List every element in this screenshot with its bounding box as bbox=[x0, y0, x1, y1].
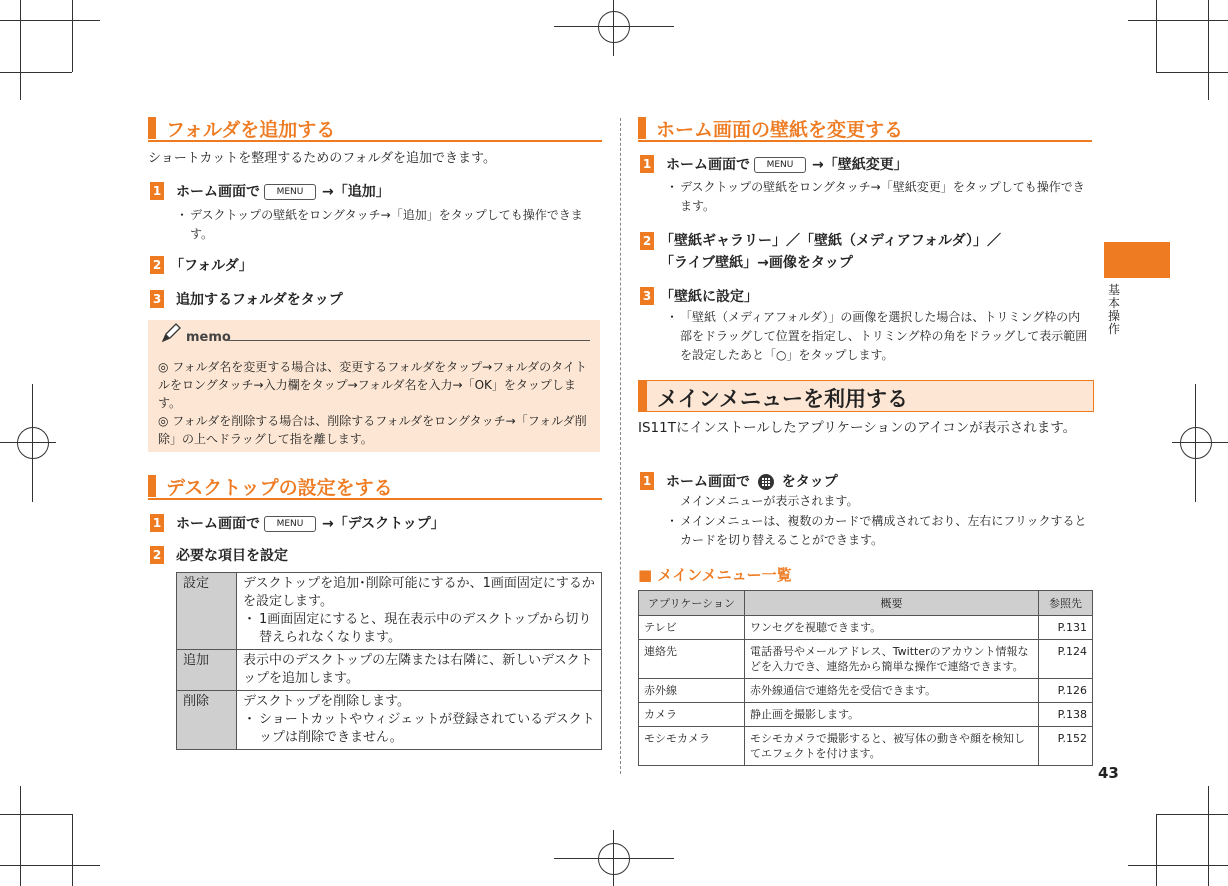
step-number: 2 bbox=[640, 232, 654, 250]
section-heading-wallpaper: ホーム画面の壁紙を変更する bbox=[638, 116, 1092, 142]
step-text: 「壁紙ギャラリー」／「壁紙（メディアフォルダ）」／ bbox=[660, 233, 1002, 249]
table-row bbox=[639, 679, 1093, 703]
section-intro: ショートカットを整理するためのフォルダを追加できます。 bbox=[148, 151, 497, 166]
table-row: 削除 デスクトップを削除します。 ・ ショートカットやウィジェットが登録されているデスクトップは削除できません。 bbox=[177, 691, 602, 750]
step-number: 2 bbox=[150, 256, 164, 274]
step-text: 「フォルダ」 bbox=[170, 258, 253, 274]
table-row bbox=[639, 640, 1093, 679]
step-number: 3 bbox=[640, 287, 654, 305]
app-ref: P.131 bbox=[1039, 616, 1093, 640]
step-note: ・ デスクトップの壁紙をロングタッチ→「追加」をタップしても操作できます。 bbox=[176, 208, 583, 241]
menu-key-icon: MENU bbox=[264, 184, 316, 200]
main-menu-table bbox=[638, 590, 1093, 766]
step-note: ・ 「壁紙（メディアフォルダ）」の画像を選択した場合は、トリミング枠の内部をドラッグして位置を指定し、トリミング枠の角をドラッグして表示範囲を設定したあと「○」をタップします。 bbox=[666, 310, 1088, 362]
table-row bbox=[639, 703, 1093, 727]
step-number: 1 bbox=[150, 182, 164, 200]
table-row: 設定 デスクトップを追加･削除可能にするか、1画面固定にするかを設定します。 ・ 1画面固定にすると、現在表示中のデスクトップから切り替えられなくなります。 bbox=[177, 573, 602, 650]
step-text: ホーム画面で をタップ bbox=[666, 474, 838, 490]
app-grid-icon bbox=[758, 474, 774, 490]
app-desc: 赤外線通信で連絡先を受信できます。 bbox=[745, 679, 1039, 703]
memo-label: memo bbox=[186, 330, 231, 345]
column-header: アプリケーション bbox=[639, 591, 745, 616]
table-note: 1画面固定にすると、現在表示中のデスクトップから切り替えられなくなります。 bbox=[259, 612, 592, 645]
app-desc: 静止画を撮影します。 bbox=[745, 703, 1039, 727]
step-note: ・ デスクトップの壁紙をロングタッチ→「壁紙変更」をタップしても操作できます。 bbox=[666, 180, 1085, 213]
step-text: ホーム画面で MENU →「追加」 bbox=[176, 184, 390, 200]
table-header-row bbox=[639, 591, 1093, 616]
step-desc: メインメニューが表示されます。 bbox=[680, 494, 859, 508]
app-name: テレビ bbox=[639, 616, 745, 640]
step-number: 1 bbox=[150, 514, 164, 532]
step-text: ホーム画面で MENU →「壁紙変更」 bbox=[666, 157, 908, 173]
section-intro: IS11Tにインストールしたアプリケーションのアイコンが表示されます。 bbox=[638, 420, 1077, 436]
memo-item: ◎ フォルダを削除する場合は、削除するフォルダをロングタッチ→「フォルダ削除」の上へドラッグして指を離します。 bbox=[158, 414, 587, 446]
app-desc: モシモカメラで撮影すると、被写体の動きや顔を検知してエフェクトを付けます。 bbox=[745, 727, 1039, 766]
memo-box bbox=[148, 320, 600, 452]
step-note: ・ メインメニューは、複数のカードで構成されており、左右にフリックするとカードを切り替えることができます。 bbox=[666, 514, 1087, 547]
menu-key-icon: MENU bbox=[754, 157, 806, 173]
table-value: デスクトップを削除します。 bbox=[243, 694, 411, 709]
table-key: 設定 bbox=[177, 573, 237, 650]
column-header: 概要 bbox=[745, 591, 1039, 616]
app-name: 赤外線 bbox=[639, 679, 745, 703]
step-number: 3 bbox=[150, 290, 164, 308]
step-number: 1 bbox=[640, 155, 654, 173]
step-text: ホーム画面で MENU →「デスクトップ」 bbox=[176, 516, 445, 532]
step-number: 2 bbox=[150, 546, 164, 564]
step-text: 必要な項目を設定 bbox=[176, 548, 288, 564]
column-header: 参照先 bbox=[1039, 591, 1093, 616]
app-ref: P.138 bbox=[1039, 703, 1093, 727]
table-row bbox=[639, 616, 1093, 640]
section-heading-desktop-settings: デスクトップの設定をする bbox=[148, 474, 602, 500]
table-key: 追加 bbox=[177, 650, 237, 691]
table-value: 表示中のデスクトップの左隣または右隣に、新しいデスクトップを追加します。 bbox=[237, 650, 602, 691]
chapter-tab bbox=[1104, 242, 1170, 278]
step-number: 1 bbox=[640, 472, 654, 490]
desktop-settings-table bbox=[176, 572, 602, 750]
table-row bbox=[639, 727, 1093, 766]
app-name: モシモカメラ bbox=[639, 727, 745, 766]
app-name: カメラ bbox=[639, 703, 745, 727]
page-number: 43 bbox=[1098, 764, 1119, 782]
section-heading-main-menu bbox=[638, 380, 1094, 412]
section-title: メインメニューを利用する bbox=[657, 387, 908, 411]
app-name: 連絡先 bbox=[639, 640, 745, 679]
table-row bbox=[177, 650, 602, 691]
step-text: 「ライブ壁紙」→画像をタップ bbox=[660, 255, 853, 271]
list-title: ■ メインメニュー一覧 bbox=[638, 566, 792, 584]
app-desc: 電話番号やメールアドレス、Twitterのアカウント情報などを入力でき、連絡先から簡単な操作で連絡できます。 bbox=[745, 640, 1039, 679]
section-heading-add-folder: フォルダを追加する bbox=[148, 116, 602, 142]
app-ref: P.152 bbox=[1039, 727, 1093, 766]
table-key: 削除 bbox=[177, 691, 237, 750]
app-ref: P.126 bbox=[1039, 679, 1093, 703]
chapter-tab-label: 基本操作 bbox=[1107, 283, 1120, 336]
step-text: 追加するフォルダをタップ bbox=[176, 292, 343, 308]
table-note: ショートカットやウィジェットが登録されているデスクトップは削除できません。 bbox=[259, 712, 595, 745]
memo-item: ◎ フォルダ名を変更する場合は、変更するフォルダをタップ→フォルダのタイトルをロングタッチ→入力欄をタップ→フォルダ名を入力→「OK」をタップします。 bbox=[158, 360, 587, 410]
app-ref: P.124 bbox=[1039, 640, 1093, 679]
pencil-icon bbox=[160, 322, 182, 344]
menu-key-icon: MENU bbox=[264, 516, 316, 532]
column-divider bbox=[620, 118, 621, 774]
step-text: 「壁紙に設定」 bbox=[660, 289, 758, 305]
table-value: デスクトップを追加･削除可能にするか、1画面固定にするかを設定します。 bbox=[243, 576, 595, 609]
app-desc: ワンセグを視聴できます。 bbox=[745, 616, 1039, 640]
